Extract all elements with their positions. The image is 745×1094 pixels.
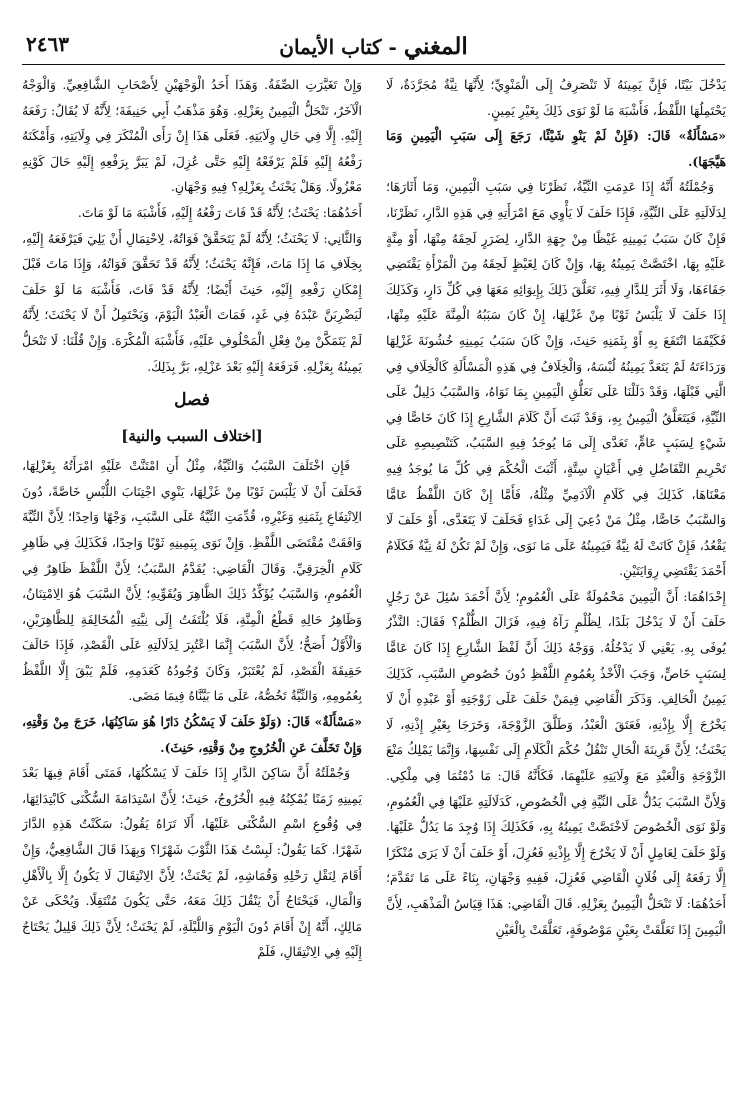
- section-subheading: [اختلاف السبب والنية]: [121, 427, 263, 446]
- paragraph: فَإِنِ اخْتَلَفَ السَّبَبُ وَالنِّيَّةُ، مِثْلُ أَنِ امْتَنَّتْ عَلَيْهِ امْرَأَتُهُ بِغَزْلِهَا، فَحَلَفَ أَنْ لَا يَلْبَسَ ثَوْبًا مِنْ غَزْلِهَا، يَنْوِي اجْتِنَابَ اللُّبْسِ خَاصَّةً، دُونَ الِانْتِفَاعِ بِثَمَنِهِ وَغَيْرِهِ، قُدِّمَتِ النِّيَّةُ عَلَى السَّبَبِ، وَجْهًا وَاحِدًا؛ لِأَنَّ النِّيَّةَ وَافَقَتْ مُقْتَضَى اللَّفْظِ. وَإِنْ نَوَى بِيَمِينِهِ ثَوْبًا وَاحِدًا، فَكَذَلِكَ فِي ظَاهِرِ كَلَامِ الْخِرَقِيِّ. وَقَالَ الْقَاضِي: يُقَدَّمُ السَّبَبُ؛ لِأَنَّ اللَّفْظَ ظَاهِرٌ فِي الْعُمُومِ، وَالسَّبَبُ يُؤَكِّدُ ذَلِكَ الظَّاهِرَ وَيُقَوِّيهِ؛ لِأَنَّ السَّبَبَ هُوَ الِامْتِنَانُ، وَظَاهِرُ حَالِهِ قَطْعُ الْمِنَّةِ، فَلَا يُلْتَفَتُ إِلَى نِيَّتِهِ الْمُخَالِفَةِ لِلظَّاهِرَيْنِ، وَالْأَوَّلُ أَصَحُّ؛ لِأَنَّ السَّبَبَ إِنَّمَا اعْتُبِرَ لِدَلَالَتِهِ عَلَى الْقَصْدِ، فَإِذَا خَالَفَ حَقِيقَةَ الْقَصْدِ، لَمْ يُعْتَبَرْ، وَكَانَ وُجُودُهُ كَعَدَمِهِ، فَلَمْ يَبْقَ إِلَّا اللَّفْظُ بِعُمُومِهِ، وَالنِّيَّةُ تَخُصُّهُ، عَلَى مَا بَيَّنَّاهُ فِيمَا مَضَى.: [22, 458, 362, 704]
- paragraph: وَإِنْ تَغَيَّرَتِ الصِّفَةُ. وَهَذَا أَحَدُ الْوَجْهَيْنِ لِأَصْحَابِ الشَّافِعِيِّ. وَالْوَجْهُ الْآخَرُ، تَنْحَلُّ الْيَمِينُ بِعَزْلِهِ. وَهُوَ مَذْهَبُ أَبِي حَنِيفَةَ؛ لِأَنَّهُ لَا يُقَالُ: رَفَعَهُ إِلَيْهِ. إِلَّا فِي حَالِ وِلَايَتِهِ. فَعَلَى هَذَا إِنْ رَأَى الْمُنْكَرَ فِي وِلَايَتِهِ، وَأَمْكَنَهُ رَفْعُهُ إِلَيْهِ فَلَمْ يَرْفَعْهُ إِلَيْهِ حَتَّى عُزِلَ، لَمْ يَبَرَّ بِرَفْعِهِ إِلَيْهِ حَالَ كَوْنِهِ مَعْزُولًا. وَهَلْ يَحْنَثُ بِعَزْلِهِ؟ فِيهِ وَجْهَانِ.: [22, 77, 362, 195]
- right-column: [386, 72, 726, 1084]
- page-header: [22, 28, 725, 65]
- paragraph: أَحَدُهُمَا: يَحْنَثُ؛ لِأَنَّهُ قَدْ فَاتَ رَفْعُهُ إِلَيْهِ، فَأَشْبَهَ مَا لَوْ مَاتَ.: [77, 204, 362, 220]
- running-title: [279, 33, 467, 60]
- paragraph: وَالثَّانِي: لَا يَحْنَثُ؛ لِأَنَّهُ لَمْ يَتَحَقَّقْ فَوَاتُهُ، لِاحْتِمَالِ أَنْ يَلِيَ فَيَرْفَعَهُ إِلَيْهِ، بِخِلَافِ مَا إِذَا مَاتَ، فَإِنَّهُ يَحْنَثُ؛ لِأَنَّهُ قَدْ تَحَقَّقَ فَوَاتُهُ، وَإِذَا مَاتَ قَبْلَ إِمْكَانِ رَفْعِهِ إِلَيْهِ، حَنِثَ أَيْضًا؛ لِأَنَّهُ قَدْ فَاتَ، فَأَشْبَهَ مَا لَوْ حَلَفَ لَيَضْرِبَنَّ عَبْدَهُ فِي غَدٍ، فَمَاتَ الْعَبْدُ الْيَوْمَ، وَيَحْتَمِلُ أَنْ لَا يَحْنَثَ؛ لِأَنَّهُ لَمْ يَتَمَكَّنْ مِنْ فِعْلِ الْمَحْلُوفِ عَلَيْهِ، فَأَشْبَهَ الْمُكْرَهَ. وَإِنْ قُلْنَا: لَا تَنْحَلُّ يَمِينُهُ بِعَزْلِهِ. فَرَفَعَهُ إِلَيْهِ بَعْدَ عَزْلِهِ، بَرَّ بِذَلِكَ.: [22, 230, 362, 374]
- section-title: كتاب الأيمان: [279, 34, 382, 59]
- section-heading: فصل: [174, 390, 210, 411]
- book-title: المغني: [403, 32, 468, 60]
- masala-heading: «مَسْأَلَةٌ» قَالَ: (فَإِنْ لَمْ يَنْوِ شَيْئًا، رَجَعَ إِلَى سَبَبِ الْيَمِينِ وَمَا هَيَّجَهَا).: [386, 128, 726, 169]
- paragraph: إِحْدَاهُمَا: أَنَّ الْيَمِينَ مَحْمُولَةٌ عَلَى الْعُمُومِ؛ لِأَنَّ أَحْمَدَ سُئِلَ عَنْ رَجُلٍ حَلَفَ أَنْ لَا يَدْخُلَ بَلَدًا، لِظُلْمٍ رَآهُ فِيهِ، فَزَالَ الظُّلْمُ؟ فَقَالَ: النَّذْرُ يُوفَى بِهِ. يَعْنِي لَا يَدْخُلُهُ. وَوَجْهُ ذَلِكَ أَنَّ لَفْظَ الشَّارِعِ إِذَا كَانَ عَامًّا لِسَبَبٍ خَاصٍّ، وَجَبَ الْأَخْذُ بِعُمُومِ اللَّفْظِ دُونَ خُصُوصِ السَّبَبِ، كَذَلِكَ يَمِينُ الْحَالِفِ. وَذَكَرَ الْقَاضِي فِيمَنْ حَلَفَ عَلَى زَوْجَتِهِ أَوْ عَبْدِهِ أَنْ لَا يَخْرُجَ إِلَّا بِإِذْنِهِ، فَعَتَقَ الْعَبْدُ، وَطَلَّقَ الزَّوْجَةَ، وَخَرَجَا بِغَيْرِ إِذْنِهِ، لَا يَحْنَثُ؛ لِأَنَّ قَرِينَةَ الْحَالِ تَنْقُلُ حُكْمَ الْكَلَامِ إِلَى نَفْسِهَا، وَإِنَّمَا يَمْلِكُ مَنْعَ الزَّوْجَةِ وَالْعَبْدِ مَعَ وِلَايَتِهِ عَلَيْهِمَا، فَكَأَنَّهُ قَالَ: مَا دُمْتُمَا فِي مِلْكِي. وَلِأَنَّ السَّبَبَ يَدُلُّ عَلَى النِّيَّةِ فِي الْخُصُوصِ، كَدَلَالَتِهِ عَلَيْهَا فِي الْعُمُومِ، وَلَوْ نَوَى الْخُصُوصَ لَاخْتَصَّتْ يَمِينُهُ بِهِ، فَكَذَلِكَ إِذَا وُجِدَ مَا يَدُلُّ عَلَيْهَا. وَلَوْ حَلَفَ لِعَامِلٍ أَنْ لَا يَخْرُجَ إِلَّا بِإِذْنِهِ فَعُزِلَ، أَوْ حَلَفَ أَنْ لَا يَرَى مُنْكَرًا إِلَّا رَفَعَهُ إِلَى فُلَانٍ الْقَاضِي فَعُزِلَ، فَفِيهِ وَجْهَانِ، بِنَاءً عَلَى مَا تَقَدَّمَ؛ أَحَدُهُمَا: لَا تَنْحَلُّ الْيَمِينُ بِعَزْلِهِ. قَالَ الْقَاضِي: هَذَا قِيَاسُ الْمَذْهَبِ، لِأَنَّ الْيَمِينَ إِذَا تَعَلَّقَتْ بِعَيْنٍ مَوْصُوفَةٍ، تَعَلَّقَتْ بِالْعَيْنِ: [386, 588, 726, 937]
- masala-heading: «مَسْأَلَةٌ» قَالَ: (وَلَوْ حَلَفَ لَا يَسْكُنُ دَارًا هُوَ سَاكِنُهَا، خَرَجَ مِنْ وَقْتِهِ، وَإِنْ تَخَلَّفَ عَنِ الْخُرُوجِ مِنْ وَقْتِهِ، حَنِثَ).: [22, 714, 362, 755]
- paragraph: وَجُمْلَتُهُ أَنَّهُ إِذَا عَدِمَتِ النِّيَّةُ، نَظَرْنَا فِي سَبَبِ الْيَمِينِ، وَمَا أَثَارَهَا؛ لِدَلَالَتِهِ عَلَى النِّيَّةِ، فَإِذَا حَلَفَ لَا يَأْوِي مَعَ امْرَأَتِهِ فِي هَذِهِ الدَّارِ، نَظَرْنَا، فَإِنْ كَانَ سَبَبُ يَمِينِهِ غَيْظًا مِنْ جِهَةِ الدَّارِ، لِضَرَرٍ لَحِقَهُ مِنْهَا، أَوْ مِنَّةٍ عَلَيْهِ بِهَا، اخْتَصَّتْ يَمِينُهُ بِهَا، وَإِنْ كَانَ لِغَيْظٍ لَحِقَهُ مِنَ الْمَرْأَةِ يَقْتَضِي جَفَاءَهَا، وَلَا أَثَرَ لِلدَّارِ فِيهِ، تَعَلَّقَ ذَلِكَ بِإِيوَائِهِ مَعَهَا فِي كُلِّ دَارٍ، وَكَذَلِكَ إِذَا حَلَفَ لَا يَلْبَسُ ثَوْبًا مِنْ غَزْلِهَا، إِنْ كَانَ سَبَبُهُ الْمِنَّةَ عَلَيْهِ مِنْهَا، فَكَيْفَمَا انْتَفَعَ بِهِ أَوْ بِثَمَنِهِ حَنِثَ، وَإِنْ كَانَ سَبَبُ يَمِينِهِ خُشُونَةَ غَزْلِهَا وَرَدَاءَتَهُ لَمْ يَتَعَدَّ يَمِينُهُ لُبْسَهُ، وَالْخِلَافُ فِي هَذِهِ الْمَسْأَلَةِ كَالْخِلَافِ فِي الَّتِي قَبْلَهَا، وَقَدْ دَلَلْنَا عَلَى تَعَلُّقِ الْيَمِينِ بِمَا نَوَاهُ، وَالسَّبَبُ دَلِيلٌ عَلَى النِّيَّةِ، فَيَتَعَلَّقُ الْيَمِينُ بِهِ، وَقَدْ ثَبَتَ أَنَّ كَلَامَ الشَّارِعِ إِذَا كَانَ خَاصًّا فِي شَيْءٍ لِسَبَبٍ عَامٍّ، تَعَدَّى إِلَى مَا يُوجَدُ فِيهِ السَّبَبُ، كَتَنْصِيصِهِ عَلَى تَحْرِيمِ التَّفَاضُلِ فِي أَعْيَانٍ سِتَّةٍ، أَثْبَتَ الْحُكْمَ فِي كُلِّ مَا يُوجَدُ فِيهِ مَعْنَاهَا، كَذَلِكَ فِي كَلَامِ الْآدَمِيِّ مِثْلُهُ، فَأَمَّا إِنْ كَانَ اللَّفْظُ عَامًّا وَالسَّبَبُ خَاصًّا، مِثْلُ مَنْ دُعِيَ إِلَى غَدَاءٍ فَحَلَفَ لَا يَتَغَدَّى، أَوْ حَلَفَ لَا يَقْعُدُ، فَإِنْ كَانَتْ لَهُ نِيَّةٌ فَيَمِينُهُ عَلَى مَا نَوَى، وَإِنْ لَمْ تَكُنْ لَهُ نِيَّةٌ فَكَلَامُ أَحْمَدَ يَقْتَضِي رِوَايَتَيْنِ.: [386, 179, 726, 579]
- paragraph: يَدْخُلَ بَيْتًا، فَإِنَّ يَمِينَهُ لَا تَنْصَرِفُ إِلَى الْمَنْوِيِّ؛ لِأَنَّهَا نِيَّةٌ مُجَرَّدَةٌ، لَا يَحْتَمِلُهَا اللَّفْظُ، فَأَشْبَهَ مَا لَوْ نَوَى ذَلِكَ بِغَيْرِ يَمِينٍ.: [386, 77, 726, 118]
- page-number: ٢٤٦٣: [26, 32, 69, 56]
- left-column: [22, 72, 362, 1084]
- title-separator: -: [381, 34, 404, 59]
- paragraph: وَجُمْلَتُهُ أَنَّ سَاكِنَ الدَّارِ إِذَا حَلَفَ لَا يَسْكُنُهَا، فَمَتَى أَقَامَ فِيهَا بَعْدَ يَمِينِهِ زَمَنًا يُمْكِنُهُ فِيهِ الْخُرُوجُ، حَنِثَ؛ لِأَنَّ اسْتِدَامَةَ السُّكْنَى كَابْتِدَائِهَا، فِي وُقُوعِ اسْمِ السُّكْنَى عَلَيْهَا، أَلَا تَرَاهُ يَقُولُ: سَكَنْتُ هَذِهِ الدَّارَ شَهْرًا. كَمَا يَقُولُ: لَبِسْتُ هَذَا الثَّوْبَ شَهْرًا؟ وَبِهَذَا قَالَ الشَّافِعِيُّ، وَإِنْ أَقَامَ لِنَقْلِ رَحْلِهِ وَقُمَاشِهِ، لَمْ يَحْنَثْ؛ لِأَنَّ الِانْتِقَالَ لَا يَكُونُ إِلَّا بِالْأَهْلِ وَالْمَالِ، فَيَحْتَاجُ أَنْ يَنْقُلَ ذَلِكَ مَعَهُ، حَتَّى يَكُونَ مُنْتَقِلًا. وَيُحْكَى عَنْ مَالِكٍ، أَنَّهُ إِنْ أَقَامَ دُونَ الْيَوْمِ وَاللَّيْلَةِ، لَمْ يَحْنَثْ؛ لِأَنَّ ذَلِكَ قَلِيلٌ يَحْتَاجُ إِلَيْهِ فِي الِانْتِقَالِ، فَلَمْ: [22, 765, 362, 960]
